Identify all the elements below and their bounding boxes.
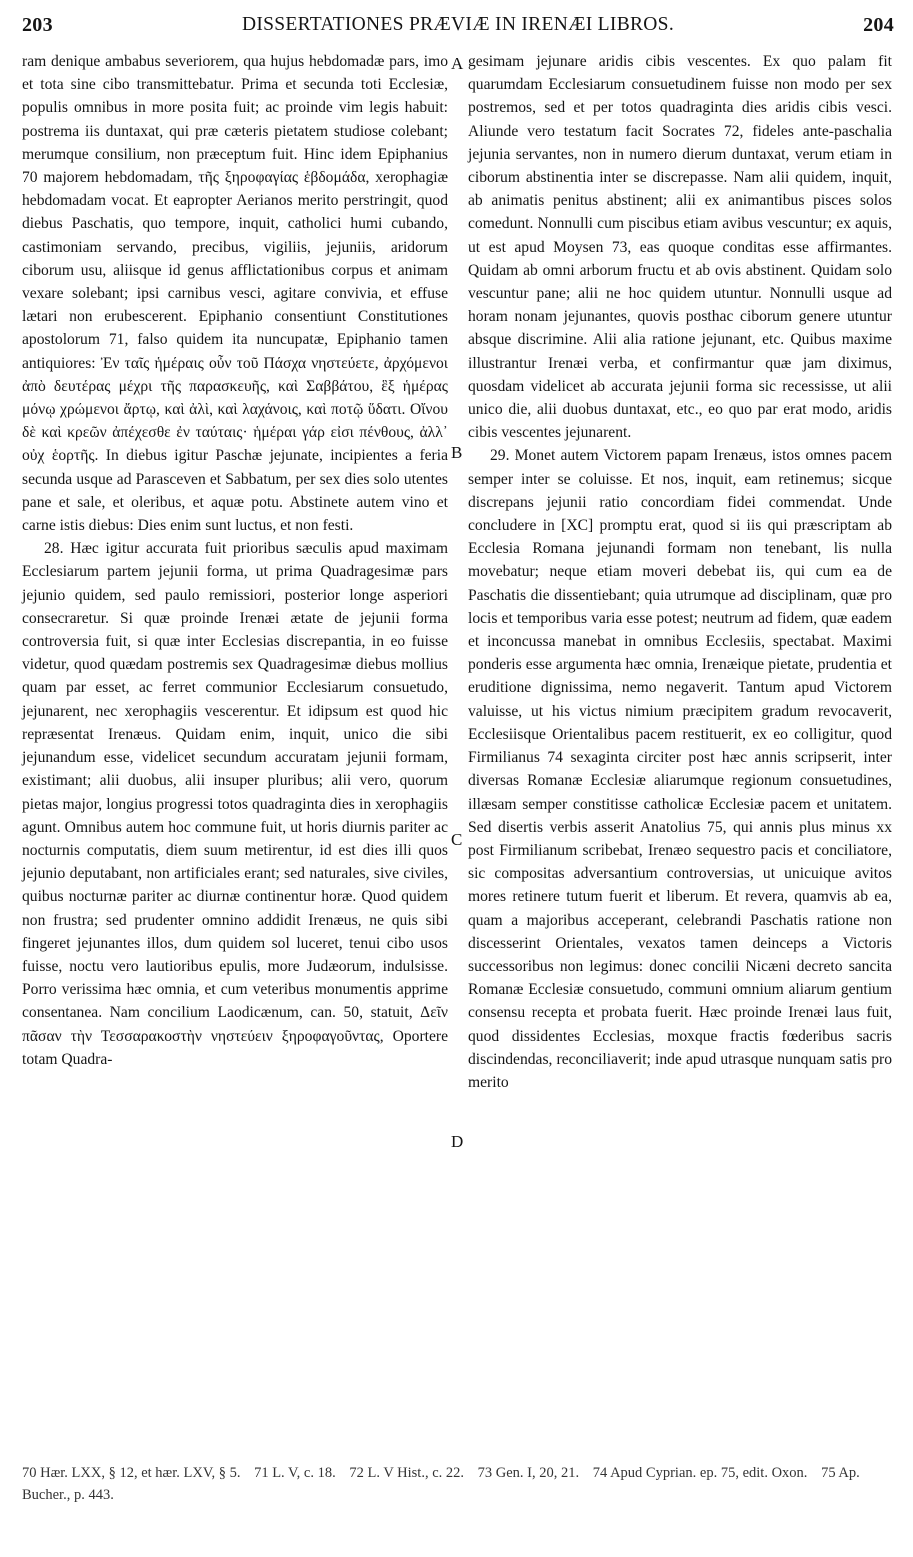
page-number-right: 204 bbox=[863, 14, 894, 36]
footnote-75: 75 Ap. Bucher., p. 443. bbox=[22, 1465, 860, 1503]
left-column bbox=[22, 50, 448, 1071]
left-paragraph-28: 28. Hæc igitur accurata fuit prioribus sæculis apud maximam Ecclesiarum partem jejunii forma, ut prima Quadragesimæ pars jejunio quidem, sed paulo remissiori, posterior longe asperiori consecraretur. Si quæ proinde Irenæi ætate de jejunii forma controversia fuit, si quæ inter Ecclesias discrepantia, in eo fuisse videtur, quod quædam postremis sex Quadragesimæ diebus mollius quam par esset, ac ferret communior Ecclesiarum consuetudo, jejunarent, nec xerophagiis vescerentur. Et idipsum est quod hic repræsentat Irenæus. Quidam enim, inquit, unico die sibi jejunandum esse, videlicet secundum accuratam jejunii formam, existimant; alii duobus, alii insuper pluribus; alii vero, quorum pietas major, longius progressi totos quadraginta dies in xerophagiis agunt. Omnibus autem hoc commune fuit, ut horis diurnis pariter ac nocturnis computatis, diem suum metirentur, id est dies illi quos jejunio deputabant, non artificiales erant; sed naturales, sive civiles, quibus nocturnæ pariter ac diurnæ continentur horæ. Quod quidem non frustra; sed prudenter omnino addidit Irenæus, ne quis sibi fingeret jejunantes illos, dum quidem sol luceret, tenui cibo usos fuisse, noctu vero lautioribus epulis, more Judæorum, indulsisse. Porro verissima hæc omnia, et cum veteribus monumentis apprime consentanea. Nam concilium Laodicænum, can. 50, statuit, Δεῖν πᾶσαν τὴν Τεσσαρακοστὴν νηστεύειν ξηροφαγοῦντας, Oportere totam Quadra- bbox=[22, 540, 448, 1068]
right-paragraph-29: 29. Monet autem Victorem papam Irenæus, istos omnes pacem semper inter se coluisse. Et nos, inquit, eam retinemus; sicque discrepans jejunii ratio concordiam fidei commendat. Unde concludere in [XC] promptu erat, quod si iis qui præscriptam ab Ecclesia Romana jejunandi formam non tenebant, lis nulla movebatur; neque etiam moveri debebat iis, qui cum ea de Paschatis die dissentiebant; quia utrumque ad disciplinam, quæ pro locis et temporibus varia esse potest; neutrum ad fidem, quæ eadem et inconcussa manebat in omnibus Ecclesiis, spectabat. Maximi ponderis esse argumenta hæc omnia, Irenæique pietate, prudentia et eruditione dignissima, nemo negaverit. Tantum apud Victorem valuisse, ut his victus nimium præcipitem gradum revocaverit, Ecclesiisque Orientalibus pacem restituerit, ex eo colligitur, quod Firmilianus 74 sexaginta circiter post hæc annis scripserit, inter diversas Romanæ Ecclesiæ aliarumque regionum consuetudines, illæsam semper constitisse catholicæ Ecclesiæ pacem et unitatem. Sed disertis verbis asserit Anatolius 75, qui annis plus minus xx post Firmilianum scribebat, Irenæo sequestro pacis et conciliatore, sic compositas adversantium controversias, ut unicuique avitos mores retinere tutum fuerit et liberum. Et revera, quamvis ab ea, quam a majoribus acceperant, celebrandi Paschatis ratione non discesserint Orientales, vexatos tamen deinceps a Victoris successoribus non legimus: donec concilii Nicæni decreto sancita Romanæ Ecclesiæ consuetudo, communi omnium aliarum gentium consensu recepta et probata fuerit. Hæc proinde Irenæi laus fuit, quod dissidentes Ecclesias, moxque fractis fœderibus sacris discindendas, reconciliaverit; inde apud utrasque nunquam satis pro merito bbox=[468, 447, 892, 1091]
margin-marker-c: C bbox=[451, 830, 463, 849]
footnote-70: 70 Hær. LXX, § 12, et hær. LXV, § 5. bbox=[22, 1465, 241, 1481]
footnote-74: 74 Apud Cyprian. ep. 75, edit. Oxon. bbox=[592, 1465, 808, 1481]
footnote-73: 73 Gen. I, 20, 21. bbox=[477, 1465, 580, 1481]
margin-marker-b: B bbox=[451, 443, 463, 462]
left-paragraph-1: ram denique ambabus severiorem, qua hujus hebdomadæ pars, imo et tota sine cibo transmittebatur. Prima et secunda toti Ecclesiæ, populis omnibus in more posita fuit; ac proinde vim legis habuit: postrema iis duntaxat, qui præ cæteris pietatem studiose colebant; merumque consilium, non præceptum fuit. Hinc idem Epiphanius 70 majorem hebdomadam, τῆς ξηροφαγίας ἑβδομάδα, xerophagiæ hebdomadam vocat. Et eapropter Aerianos merito perstringit, quod diebus Paschatis, quo tempore, inquit, catholici humi cubando, castimoniam servando, precibus, vigiliis, jejuniis, aridorum ciborum usu, aliisque id genus afflictationibus corpus et animam vexare solebant; ipsi carnibus vesci, agitare convivia, et effuse lætari non erubescerent. Epiphanio consentiunt Constitutiones apostolorum 71, falso quidem ita nuncupatæ, Epiphanio tamen antiquiores: Ἐν ταῖς ἡμέραις οὖν τοῦ Πάσχα νηστεύετε, ἀρχόμενοι ἀπὸ δευτέρας μέχρι τῆς παρασκευῆς, καὶ Σαββάτου, ἓξ ἡμέρας μόνῳ χρώμενοι ἄρτῳ, καὶ ἀλὶ, καὶ λαχάνοις, καὶ ποτῷ ὕδατι. Οἴνου δὲ καὶ κρεῶν ἀπέχεσθε ἐν ταύταις· ἡμέραι γάρ εἰσι πένθους, ἀλλ᾽ οὐχ ἑορτῆς. In diebus igitur Paschæ jejunate, incipientes a feria secunda usque ad Parasceven et Sabbatum, per sex dies solo utentes pane et sale, et oleribus, et aquæ potu. Abstinete autem vino et carne istis diebus: Dies enim sunt luctus, et non festi. bbox=[22, 53, 448, 535]
footnote-72: 72 L. V Hist., c. 22. bbox=[349, 1465, 465, 1481]
running-title: DISSERTATIONES PRÆVIÆ IN IRENÆI LIBROS. bbox=[241, 14, 675, 35]
right-paragraph-1: gesimam jejunare aridis cibis vescentes. Ex quo palam fit quarumdam Ecclesiarum consuetudinem fuisse non modo per sex postremos, sed et per totos quadraginta dies aridis cibis vesci. Aliunde vero testatum facit Socrates 72, fideles ante-paschalia jejunia servantes, non in numero dierum duntaxat, verum etiam in ciborum abstinentia inter se discrepasse. Nam alii quidem, inquit, ab animatis penitus abstinent; alii ex animantibus pisces solos comedunt. Nonnulli cum piscibus etiam avibus vescuntur; ex aquis, ut est apud Moysen 73, eas quoque conditas esse affirmantes. Quidam ab omni arborum fructu et ab ovis abstinent. Quidam solo vescuntur pane; alii ne hoc quidem utuntur. Nonnulli usque ad horam nonam jejunantes, quovis posthac ciborum genere utuntur absque discrimine. Alii alia ratione jejunant, etc. Quibus maxime illustrantur Irenæi verba, et confirmantur quæ jam diximus, quosdam videlicet ab accurata jejunii forma sic recessisse, ut alii unico die, alii duobus duntaxat, etc., eo quo par erat modo, aridis cibis vescentes jejunarent. bbox=[468, 53, 892, 442]
margin-marker-d: D bbox=[451, 1132, 464, 1151]
right-column bbox=[468, 50, 892, 1094]
page-number-left: 203 bbox=[22, 14, 53, 36]
page-header bbox=[22, 8, 894, 42]
footnotes bbox=[22, 1462, 894, 1506]
margin-marker-a: A bbox=[451, 54, 464, 73]
footnote-71: 71 L. V, c. 18. bbox=[254, 1465, 336, 1481]
